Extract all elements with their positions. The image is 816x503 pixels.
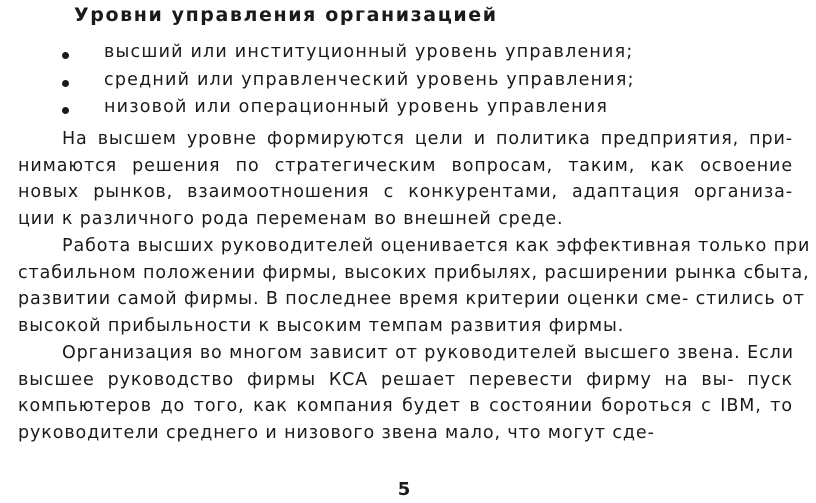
page-number: 5 — [397, 479, 411, 500]
bullet-dot-icon — [62, 80, 69, 87]
paragraph-line: Работа высших руководителей оценивается как эффективная только при — [62, 236, 811, 256]
list-item — [0, 70, 816, 98]
paragraph-line: руководители среднего и низового звена мало, что могут сде- — [18, 423, 655, 444]
paragraph-line: нимаются решения по стратегическим вопросам, таким, как освоение — [18, 155, 793, 176]
list-item-text: низовой или операционный уровень управления — [104, 97, 609, 117]
bullet-dot-icon — [62, 107, 69, 114]
paragraph-line: высшее руководство фирмы КСА решает перевести фирму на вы- пуск — [18, 369, 793, 390]
paragraph-line: развитии самой фирмы. В последнее время критерии оценки сме- стились от — [18, 289, 805, 310]
paragraph-line: Организация во многом зависит от руководителей высшего звена. Если — [62, 343, 794, 363]
paragraph-organization-dependence — [18, 340, 793, 447]
list-item — [0, 97, 816, 125]
paragraph-line: На высшем уровне формируются цели и политика предприятия, при- — [62, 129, 793, 149]
paragraph-top-level-decisions — [18, 126, 793, 233]
paragraph-executive-evaluation — [18, 233, 811, 340]
paragraph-line: новых рынков, взаимоотношения с конкурентами, адаптация организа- — [18, 182, 793, 203]
paragraph-line: компьютеров до того, как компания будет в состоянии бороться с IBM, то — [18, 396, 793, 417]
bullet-dot-icon — [62, 52, 69, 59]
paragraph-line: ции к различного рода переменам во внешней среде. — [18, 209, 564, 230]
list-item-text: высший или институционный уровень управления; — [104, 42, 634, 62]
list-item — [0, 42, 816, 70]
paragraph-line: стабильном положении фирмы, высоких прибылях, расширении рынка сбыта, — [18, 262, 810, 283]
bullet-list — [0, 42, 816, 125]
page-title: Уровни управления организацией — [74, 4, 498, 26]
list-item-text: средний или управленческий уровень управления; — [104, 69, 635, 90]
paragraph-line: высокой прибыльности к высоким темпам развития фирмы. — [18, 316, 625, 337]
